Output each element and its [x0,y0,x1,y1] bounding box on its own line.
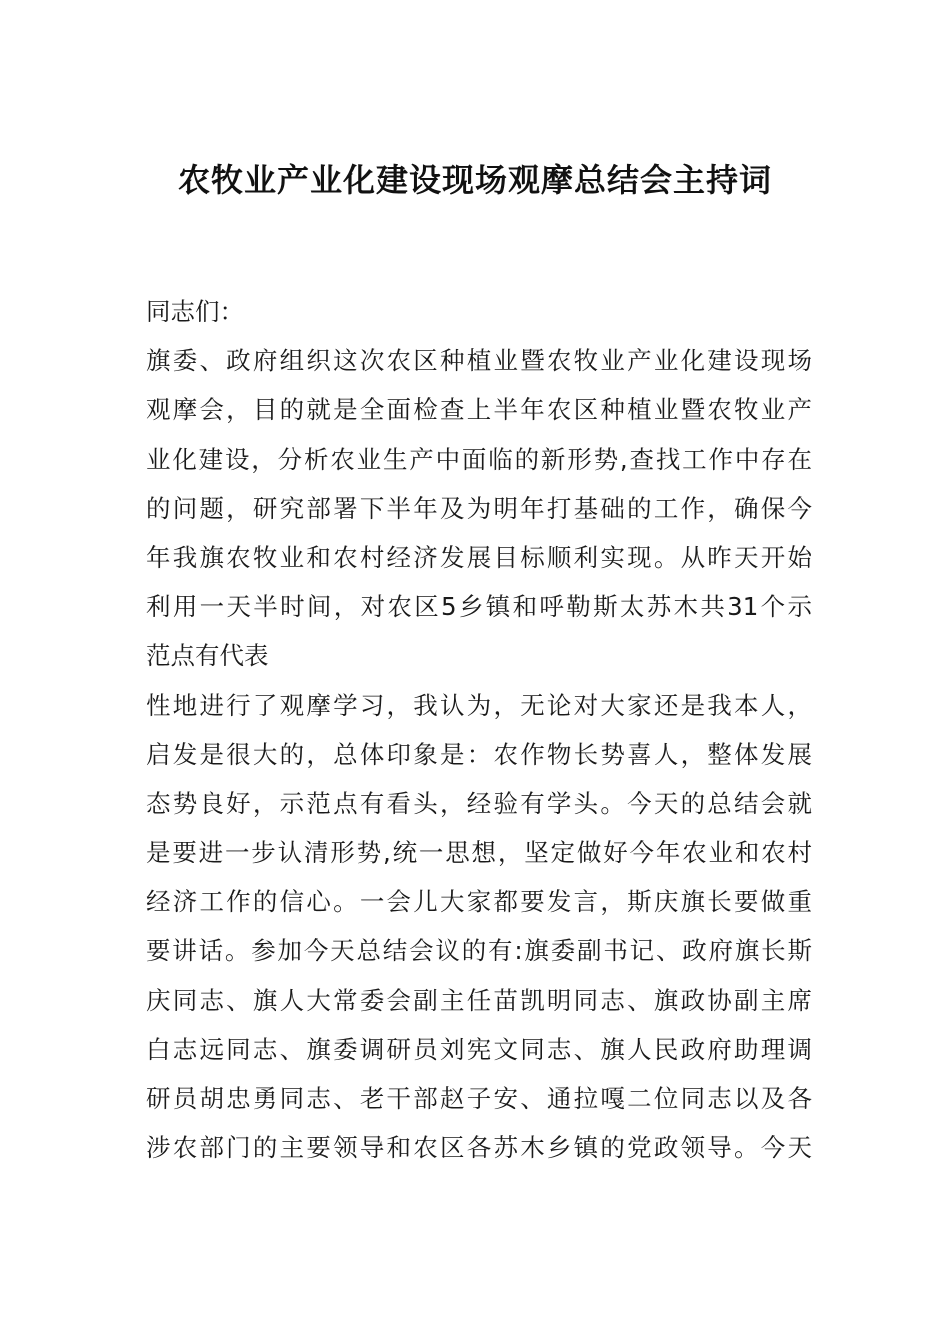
body-line: 要讲话。参加今天总结会议的有:旗委副书记、政府旗长斯 [146,936,812,966]
document-title: 农牧业产业化建设现场观摩总结会主持词 [177,161,772,199]
body-line: 利用一天半时间，对农区5乡镇和呼勒斯太苏木共31个示 [146,592,812,622]
body-line: 观摩会，目的就是全面检查上半年农区种植业暨农牧业产 [146,395,812,425]
body-line: 白志远同志、旗委调研员刘宪文同志、旗人民政府助理调 [146,1034,812,1064]
body-line: 经济工作的信心。一会儿大家都要发言，斯庆旗长要做重 [146,887,812,917]
body-line: 旗委、政府组织这次农区种植业暨农牧业产业化建设现场 [146,346,812,376]
document-body [146,292,812,1177]
salutation-line: 同志们： [146,297,244,326]
body-line: 年我旗农牧业和农村经济发展目标顺利实现。从昨天开始 [146,542,812,572]
body-line: 涉农部门的主要领导和农区各苏木乡镇的党政领导。今天 [146,1133,812,1163]
body-line: 范点有代表 [146,641,269,671]
body-line: 态势良好，示范点有看头，经验有学头。今天的总结会就 [146,788,812,818]
body-line: 的问题，研究部署下半年及为明年打基础的工作，确保今 [146,493,812,523]
body-line: 性地进行了观摩学习，我认为，无论对大家还是我本人， [146,690,812,720]
body-line: 启发是很大的，总体印象是：农作物长势喜人，整体发展 [146,739,812,769]
body-line: 研员胡忠勇同志、老干部赵子安、通拉嘎二位同志以及各 [146,1084,812,1113]
body-line: 业化建设，分析农业生产中面临的新形势,查找工作中存在 [146,444,812,474]
body-line: 庆同志、旗人大常委会副主任苗凯明同志、旗政协副主席 [146,985,812,1015]
body-line: 是要进一步认清形势,统一思想，坚定做好今年农业和农村 [146,838,812,868]
